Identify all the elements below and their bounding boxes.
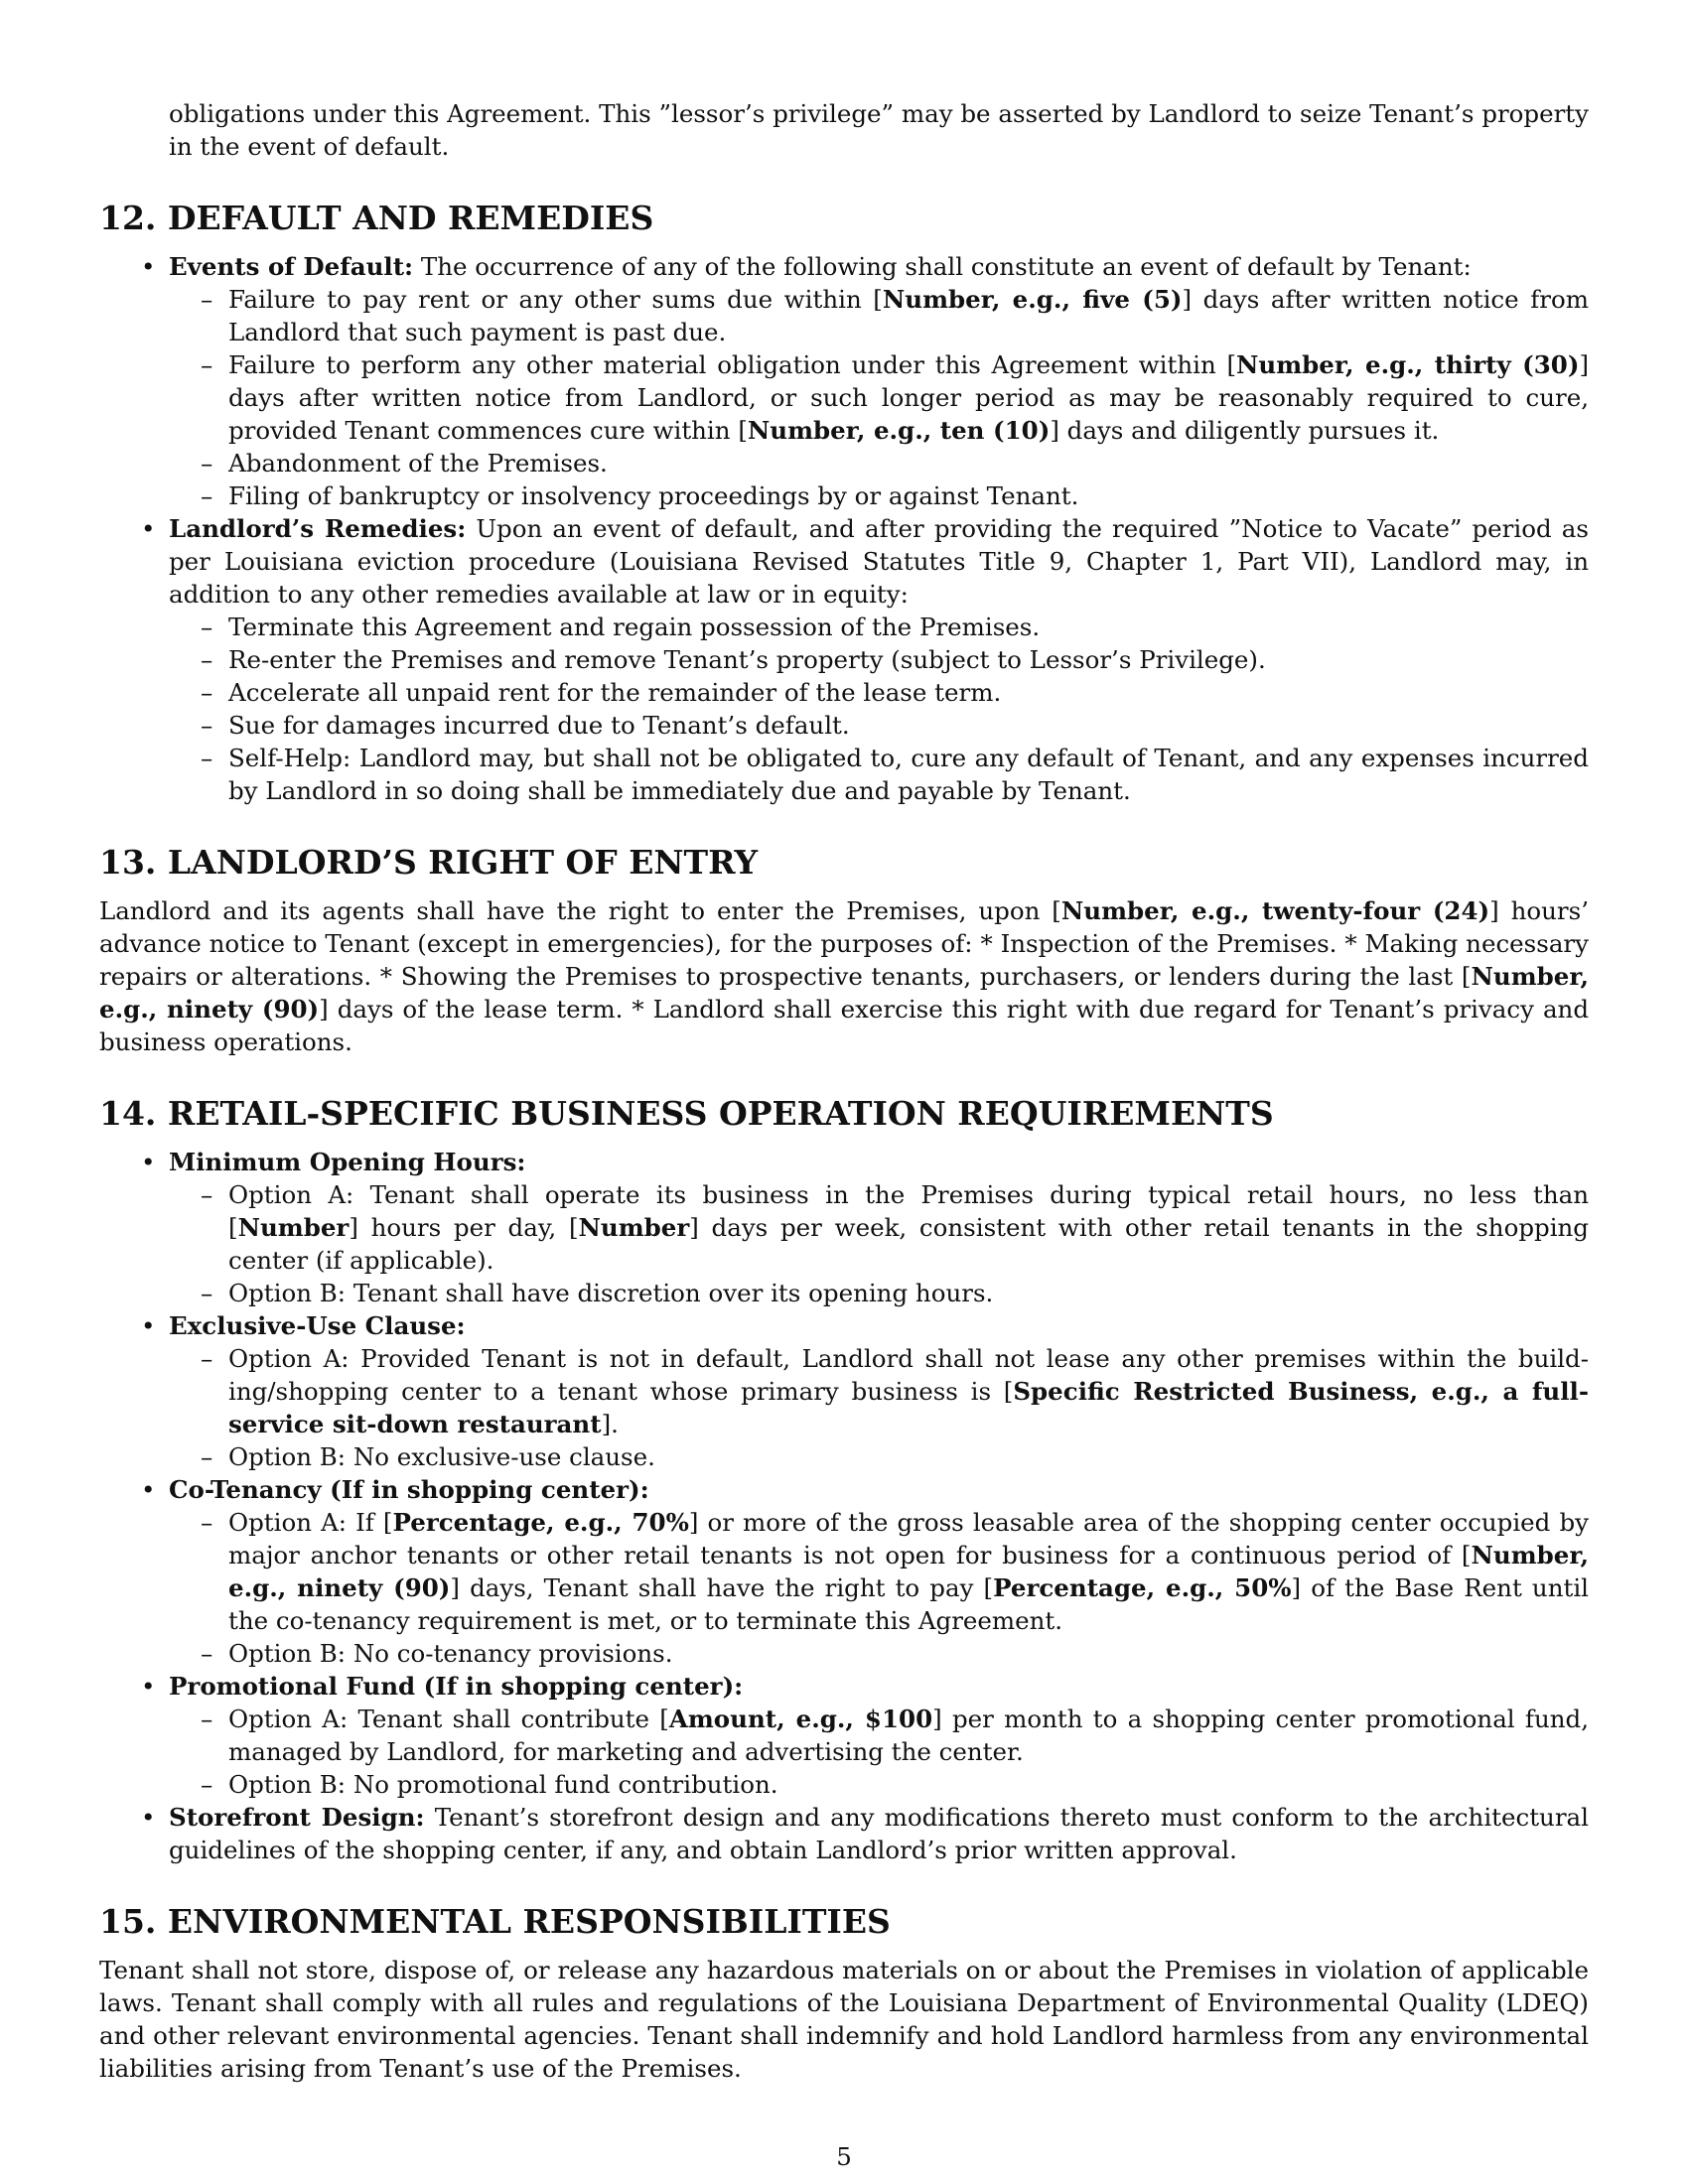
- text-run: ] hours per day, [: [349, 1213, 579, 1242]
- section-13: [99, 843, 1589, 1058]
- text-run: Failure to perform any other material obligation under this Agreement within [: [228, 350, 1237, 379]
- list-item: – Terminate this Agreement and regain possession of the Premises.: [228, 611, 1589, 643]
- exclusive-use-item: [169, 1309, 1589, 1473]
- text-run: Landlord and its agents shall have the right to enter the Premises, upon [: [99, 896, 1061, 925]
- placeholder-text: Amount, e.g., $100: [668, 1705, 933, 1733]
- placeholder-text: Number, e.g., thirty (30): [1236, 350, 1580, 379]
- text-run: Failure to pay rent or any other sums due within [: [228, 285, 883, 314]
- list-item: [228, 1703, 1589, 1768]
- list-item: – Re-enter the Premises and remove Tenant’s property (subject to Lessor’s Privilege).: [228, 643, 1589, 676]
- list-item: – Accelerate all unpaid rent for the remainder of the lease term.: [228, 676, 1589, 709]
- list-item: [228, 1506, 1589, 1637]
- hours-sublist: [169, 1178, 1589, 1309]
- text-run: ] days and diligently pursues it.: [1050, 416, 1440, 445]
- text-run: ] days per week, consistent with other retail tenants in the shopping center (if applicable).: [228, 1213, 1589, 1275]
- list-item: [228, 283, 1589, 348]
- landlords-remedies-text: Upon an event of default, and after providing the required ”Notice to Vacate” period as per Louisiana eviction procedure (Louisiana Revised Statutes Title 9, Chapter 1, Part VII), Landlord may, in addition to any other remedies available at law or in equity:: [169, 514, 1589, 609]
- placeholder-text: Number, e.g., twenty-four (24): [1060, 896, 1490, 925]
- co-tenancy-label: Co-Tenancy (If in shopping center):: [169, 1475, 649, 1504]
- landlords-remedies-label: Landlord’s Remedies:: [169, 514, 467, 543]
- co-tenancy-item: [169, 1473, 1589, 1670]
- text-run: ] days of the lease term. * Landlord shall exercise this right with due regard for Tenant’s privacy and business operations.: [99, 995, 1590, 1056]
- list-item: – Option B: No promotional fund contribution.: [228, 1768, 1589, 1801]
- storefront-design-item: [169, 1801, 1589, 1866]
- remedies-sublist: [169, 611, 1589, 807]
- list-item: [228, 1178, 1589, 1277]
- events-of-default-text: The occurrence of any of the following shall constitute an event of default by Tenant:: [413, 252, 1472, 281]
- text-run: Option A: Tenant shall contribute [: [228, 1705, 669, 1733]
- placeholder-text: Number, e.g., ninety (90): [228, 1541, 1589, 1602]
- text-run: ].: [601, 1410, 619, 1438]
- text-run: Option A: Provided Tenant is not in default, Landlord shall not lease any other premises within the build-ing/shopping center to a tenant whose primary business is [: [228, 1344, 1589, 1406]
- text-run: Option A: If [: [228, 1508, 393, 1537]
- text-run: ] days after written notice from Landlord that such payment is past due.: [228, 285, 1589, 346]
- intro-paragraph: obligations under this Agreement. This ”lessor’s privilege” may be asserted by Landlord to seize Tenant’s property in the event of default.: [169, 99, 1589, 161]
- section-13-heading: 13. LANDLORD’S RIGHT OF ENTRY: [99, 843, 759, 882]
- list-item: – Abandonment of the Premises.: [228, 447, 1589, 479]
- exclusive-use-label: Exclusive-Use Clause:: [169, 1311, 466, 1340]
- section-13-paragraph: [99, 894, 1589, 1058]
- section-14-list: [99, 1146, 1589, 1866]
- section-15-heading: 15. ENVIRONMENTAL RESPONSIBILITIES: [99, 1902, 891, 1941]
- text-run: ] days after written notice from Landlord, or such longer period as may be reasonably required to cure, provided Tenant commences cure within [: [228, 350, 1589, 445]
- text-run: ] days, Tenant shall have the right to pay [: [450, 1573, 994, 1602]
- list-item: – Sue for damages incurred due to Tenant’s default.: [228, 709, 1589, 742]
- text-run: Option A: Tenant shall operate its business in the Premises during typical retail hours, no less than [: [228, 1180, 1589, 1242]
- list-item: – Option B: Tenant shall have discretion over its opening hours.: [228, 1277, 1589, 1309]
- list-item: – Self-Help: Landlord may, but shall not be obligated to, cure any default of Tenant, and any expenses incurred by Landlord in so doing shall be immediately due and payable by Tenant.: [228, 742, 1589, 807]
- minimum-opening-hours-item: [169, 1146, 1589, 1309]
- storefront-design-label: Storefront Design:: [169, 1803, 425, 1832]
- section-14: [99, 1094, 1589, 1866]
- text-run: ] hours’ advance notice to Tenant (except in emergencies), for the purposes of: * Inspection of the Premises. * Making necessary repairs or alterations. * Showing the Premises to prospective tenants, purchasers, or lenders during the last [: [99, 896, 1589, 991]
- promotional-sublist: [169, 1703, 1589, 1801]
- placeholder-text: Number: [237, 1213, 350, 1242]
- text-run: ] per month to a shopping center promotional fund, managed by Landlord, for marketing and advertising the center.: [228, 1705, 1589, 1766]
- exclusive-sublist: [169, 1342, 1589, 1473]
- placeholder-text: Number, e.g., ten (10): [747, 416, 1051, 445]
- section-12: [99, 199, 1589, 807]
- section-14-heading: 14. RETAIL-SPECIFIC BUSINESS OPERATION REQUIREMENTS: [99, 1094, 1274, 1133]
- section-15-paragraph: Tenant shall not store, dispose of, or release any hazardous materials on or about the Premises in violation of applicable laws. Tenant shall comply with all rules and regulations of the Louisiana Department of Environmental Quality (LDEQ) and other relevant environmental agencies. Tenant shall indemnify and hold Landlord harmless from any environmental liabilities arising from Tenant’s use of the Premises.: [99, 1956, 1589, 2083]
- placeholder-text: Number, e.g., ninety (90): [99, 962, 1589, 1024]
- list-item: [228, 348, 1589, 447]
- page-number: 5: [836, 2142, 852, 2171]
- placeholder-text: Percentage, e.g., 70%: [392, 1508, 689, 1537]
- text-run: ] or more of the gross leasable area of the shopping center occupied by major anchor tenants or other retail tenants is not open for business for a continuous period of [: [228, 1508, 1589, 1570]
- list-item: – Option B: No exclusive-use clause.: [228, 1440, 1589, 1473]
- promotional-fund-label: Promotional Fund (If in shopping center):: [169, 1672, 744, 1701]
- section-12-list: [99, 250, 1589, 807]
- minimum-opening-hours-label: Minimum Opening Hours:: [169, 1148, 526, 1176]
- events-of-default-item: [169, 250, 1589, 512]
- placeholder-text: Specific Restricted Business, e.g., a full-service sit-down restaurant: [228, 1377, 1589, 1438]
- placeholder-text: Number, e.g., five (5): [882, 285, 1183, 314]
- section-12-heading: 12. DEFAULT AND REMEDIES: [99, 199, 654, 237]
- landlords-remedies-item: [169, 512, 1589, 807]
- events-sublist: [169, 283, 1589, 512]
- placeholder-text: Number: [578, 1213, 690, 1242]
- co-tenancy-sublist: [169, 1506, 1589, 1670]
- section-15: [99, 1902, 1589, 2085]
- list-item: [228, 1342, 1589, 1440]
- events-of-default-label: Events of Default:: [169, 252, 414, 281]
- list-item: – Option B: No co-tenancy provisions.: [228, 1637, 1589, 1670]
- storefront-design-text: Tenant’s storefront design and any modifications thereto must conform to the architectural guidelines of the shopping center, if any, and obtain Landlord’s prior written approval.: [169, 1803, 1589, 1864]
- promotional-fund-item: [169, 1670, 1589, 1801]
- text-run: ] of the Base Rent until the co-tenancy requirement is met, or to terminate this Agreement.: [228, 1573, 1589, 1635]
- placeholder-text: Percentage, e.g., 50%: [993, 1573, 1292, 1602]
- list-item: – Filing of bankruptcy or insolvency proceedings by or against Tenant.: [228, 479, 1589, 512]
